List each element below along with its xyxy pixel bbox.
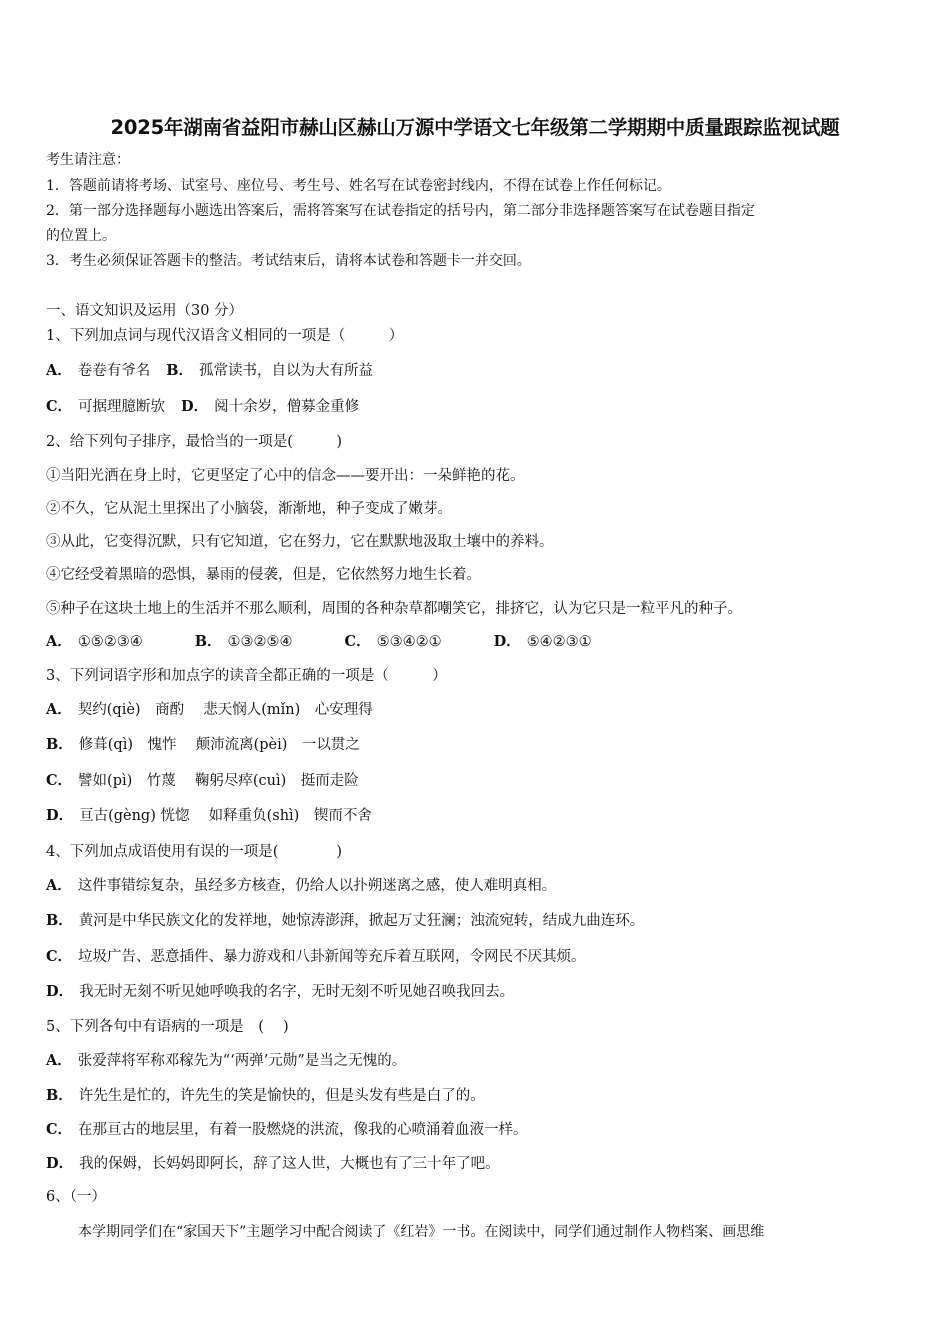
question-2-sentence-3: ③从此，它变得沉默，只有它知道，它在努力，它在默默地汲取土壤中的养料。 — [46, 534, 554, 550]
option-d-label: D． — [181, 398, 209, 415]
question-4-option-d — [46, 982, 916, 1002]
option-b-label: B． — [166, 362, 194, 379]
question-4-option-a — [46, 876, 916, 896]
question-3-option-c — [46, 771, 916, 791]
option-a-text: 这件事错综复杂，虽经多方核查，仍给人以扑朔迷离之感，使人难明真相。 — [77, 878, 557, 894]
page-title: 2025年湖南省益阳市赫山区赫山万源中学语文七年级第二学期期中质量跟踪监视试题 — [110, 116, 840, 139]
question-3-option-b — [46, 735, 916, 755]
option-c-text: 在那亘古的地层里，有着一股燃烧的洪流，像我的心喷涌着血液一样。 — [78, 1122, 528, 1138]
option-c-text: 垃圾广告、恶意插件、暴力游戏和八卦新闻等充斥着互联网，令网民不厌其烦。 — [78, 949, 586, 965]
question-1-stem: 1、下列加点词与现代汉语含义相同的一项是（ ） — [46, 328, 404, 344]
question-3-stem: 3、下列词语字形和加点字的读音全都正确的一项是（ ） — [46, 668, 447, 684]
question-4-option-b — [46, 911, 916, 931]
option-d-text: 我的保姆，长妈妈即阿长，辞了这人世，大概也有了三十年了吧。 — [79, 1156, 500, 1172]
option-b-text: 孤常读书，自以为大有所益 — [199, 363, 374, 379]
option-a-label: A． — [46, 1052, 72, 1069]
option-c-text: ⑤③④②① — [376, 634, 442, 650]
question-5-stem: 5、下列各句中有语病的一项是 ( ) — [46, 1019, 289, 1035]
option-a-text: 张爱萍将军称邓稼先为“‘两弹’元勋”是当之无愧的。 — [77, 1053, 407, 1069]
option-b-text: 黄河是中华民族文化的发祥地，她惊涛澎湃，掀起万丈狂澜；浊流宛转，结成九曲连环。 — [78, 913, 645, 929]
option-d-text: 我无时无刻不听见她呼唤我的名字，无时无刻不听见她召唤我回去。 — [79, 984, 515, 1000]
option-c-label: C． — [344, 633, 371, 650]
option-a-label: A． — [46, 701, 72, 718]
option-a-label: A． — [46, 633, 72, 650]
option-b-label: B． — [46, 1087, 73, 1104]
option-d-text: 亘古(gèng) 恍惚 如释重负(shì) 锲而不舍 — [79, 808, 372, 824]
option-d-text: 阅十余岁，僧募金重修 — [214, 399, 360, 415]
option-a-text: ①⑤②③④ — [77, 634, 143, 650]
option-d-label: D． — [46, 983, 74, 1000]
question-1-options-ab — [46, 361, 916, 381]
option-d-label: D． — [493, 633, 521, 650]
option-a-text: 契约(qiè) 商酌 悲天悯人(mǐn) 心安理得 — [77, 702, 373, 718]
notice-item-3: 3．考生必须保证答题卡的整洁。考试结束后，请将本试卷和答题卡一并交回。 — [46, 253, 531, 269]
option-c-label: C． — [46, 948, 73, 965]
option-a-text: 卷卷有爷名 — [77, 363, 151, 379]
question-5-option-b — [46, 1086, 916, 1106]
option-c-label: C． — [46, 1121, 73, 1138]
option-d-label: D． — [46, 807, 74, 824]
notice-item-2-cont: 的位置上。 — [46, 228, 116, 244]
notice-item-2: 2．第一部分选择题每小题选出答案后，需将答案写在试卷指定的括号内，第二部分非选择题答案写在试卷题目指定 — [46, 203, 755, 219]
option-b-label: B． — [46, 736, 73, 753]
question-6-stem: 6、（一） — [46, 1189, 106, 1205]
question-2-sentence-5: ⑤种子在这块土地上的生活并不那么顺利，周围的各种杂草都嘲笑它，排挤它，认为它只是一粒平凡的种子。 — [46, 601, 742, 617]
option-b-label: B． — [194, 633, 222, 650]
question-2-stem: 2、给下列句子排序，最恰当的一项是( ) — [46, 434, 343, 450]
option-b-text: 许先生是忙的，许先生的笑是愉快的，但是头发有些是白了的。 — [78, 1088, 485, 1104]
option-c-text: 可据理臆断欤 — [78, 399, 166, 415]
question-1-options-cd — [46, 397, 916, 417]
question-6-paragraph: 本学期同学们在“家国天下”主题学习中配合阅读了《红岩》一书。在阅读中，同学们通过制作人物档案、画思维 — [78, 1224, 765, 1240]
option-c-label: C． — [46, 398, 73, 415]
question-2-sentence-4: ④它经受着黑暗的恐惧，暴雨的侵袭，但是，它依然努力地生长着。 — [46, 567, 481, 583]
option-a-label: A． — [46, 362, 72, 379]
question-3-option-a — [46, 700, 916, 720]
question-5-option-d — [46, 1154, 916, 1174]
question-4-stem: 4、下列加点成语使用有误的一项是( ) — [46, 844, 343, 860]
option-b-text: ①③②⑤④ — [227, 634, 293, 650]
question-3-option-d — [46, 806, 916, 826]
question-5-option-a — [46, 1051, 916, 1071]
option-c-text: 譬如(pì) 竹蔑 鞠躬尽瘁(cuì) 挺而走险 — [78, 773, 359, 789]
option-d-text: ⑤④②③① — [526, 634, 592, 650]
notice-heading: 考生请注意： — [46, 152, 130, 168]
question-2-sentence-2: ②不久，它从泥土里探出了小脑袋，渐渐地，种子变成了嫩芽。 — [46, 501, 452, 517]
question-4-option-c — [46, 947, 916, 967]
option-a-label: A． — [46, 877, 72, 894]
option-c-label: C． — [46, 772, 73, 789]
question-2-options — [46, 632, 916, 652]
option-b-text: 修葺(qì) 愧怍 颠沛流离(pèi) 一以贯之 — [78, 737, 360, 753]
question-2-sentence-1: ①当阳光洒在身上时，它更坚定了心中的信念——要开出：一朵鲜艳的花。 — [46, 468, 525, 484]
question-5-option-c — [46, 1120, 916, 1140]
notice-item-1: 1．答题前请将考场、试室号、座位号、考生号、姓名写在试卷密封线内，不得在试卷上作任何标记。 — [46, 178, 671, 194]
section-heading: 一、语文知识及运用（30 分） — [46, 303, 244, 319]
option-d-label: D． — [46, 1155, 74, 1172]
option-b-label: B． — [46, 912, 73, 929]
